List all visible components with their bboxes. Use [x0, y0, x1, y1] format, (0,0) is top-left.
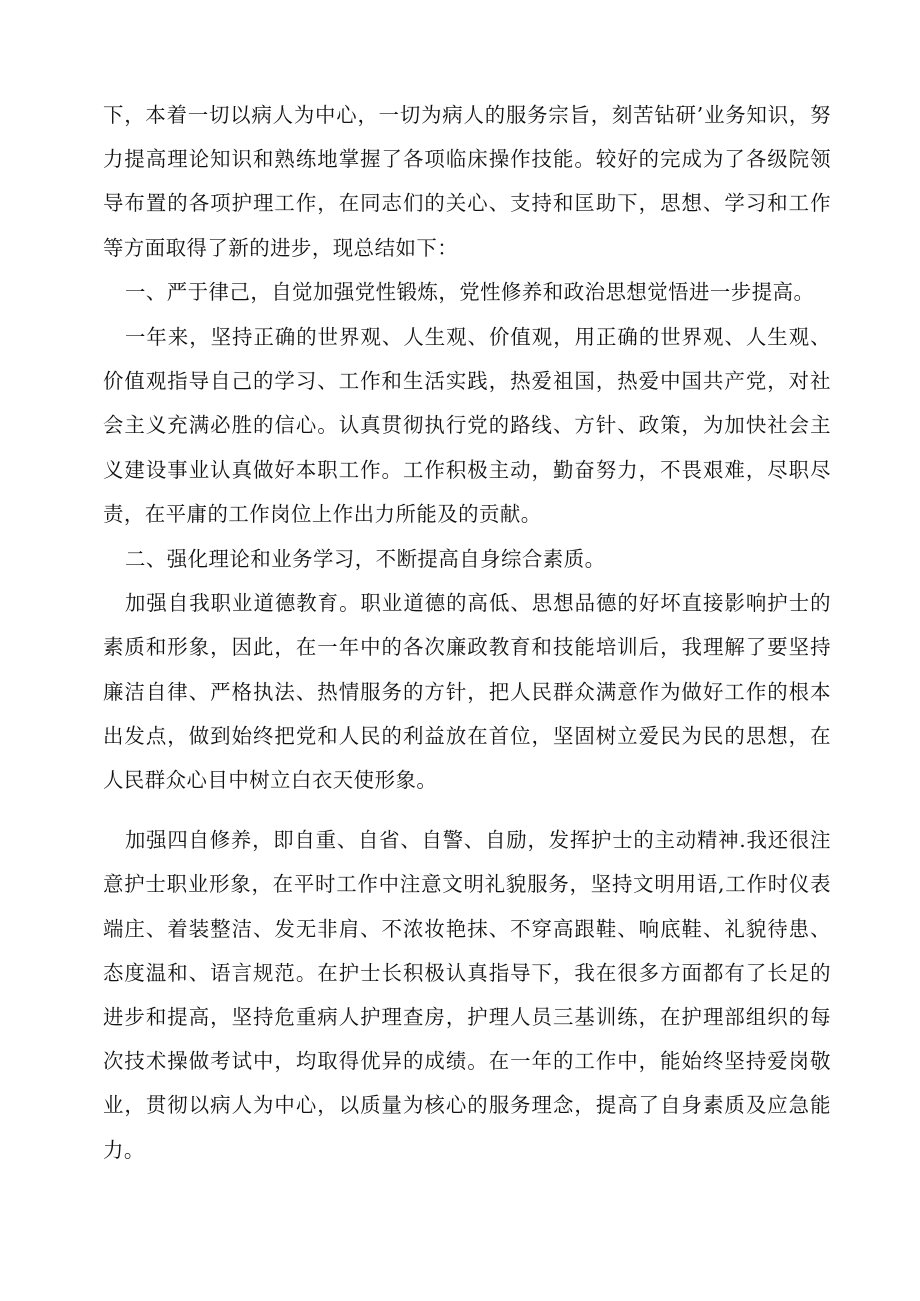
section-heading-one: 一、严于律己，自觉加强党性锻炼，党性修养和政治思想觉悟进一步提高。	[125, 280, 815, 305]
paragraph-section-one: 一年来，坚持正确的世界观、人生观、价值观，用正确的世界观、人生观、价值观指导自己的学习、工作和生活实践，热爱祖国，热爱中国共产党，对社会主义充满必胜的信心。认真贯彻执行党的路线、方针、政策，为加快社会主义建设事业认真做好本职工作。工作积极主动，勤奋努力，不畏艰难，尽职尽责，在平庸的工作岗位上作出力所能及的贡献。	[103, 325, 831, 526]
paragraph-ethics-education: 加强自我职业道德教育。职业道德的高低、思想品德的好坏直接影响护士的素质和形象，因此，在一年中的各次廉政教育和技能培训后，我理解了要坚持廉洁自律、严格执法、热情服务的方针，把人民群众满意作为做好工作的根本出发点，做到始终把党和人民的利益放在首位，坚固树立爱民为民的思想，在人民群众心目中树立白衣天使形象。	[103, 591, 831, 793]
paragraph-continuation: 下，本着一切以病人为中心，一切为病人的服务宗旨，刻苦钻研’业务知识，努力提高理论知识和熟练地掌握了各项临床操作技能。较好的完成为了各级院领导布置的各项护理工作，在同志们的关心、支持和匡助下，思想、学习和工作等方面取得了新的进步，现总结如下：	[103, 103, 831, 260]
document-body	[103, 93, 831, 1172]
paragraph-self-cultivation: 加强四自修养，即自重、自省、自警、自励，发挥护士的主动精神.我还很注意护士职业形象，在平时工作中注意文明礼貌服务，坚持文明用语,工作时仪表端庄、着装整洁、发无非肩、不浓妆艳抹、不穿高跟鞋、响底鞋、礼貌待患、态度温和、语言规范。在护士长积极认真指导下，我在很多方面都有了长足的进步和提高，坚持危重病人护理查房，护理人员三基训练，在护理部组织的每次技术操做考试中，均取得优异的成绩。在一年的工作中，能始终坚持爱岗敬业，贯彻以病人为中心，以质量为核心的服务理念，提高了自身素质及应急能力。	[103, 828, 831, 1162]
section-heading-two: 二、强化理论和业务学习，不断提高自身综合素质。	[125, 546, 606, 571]
